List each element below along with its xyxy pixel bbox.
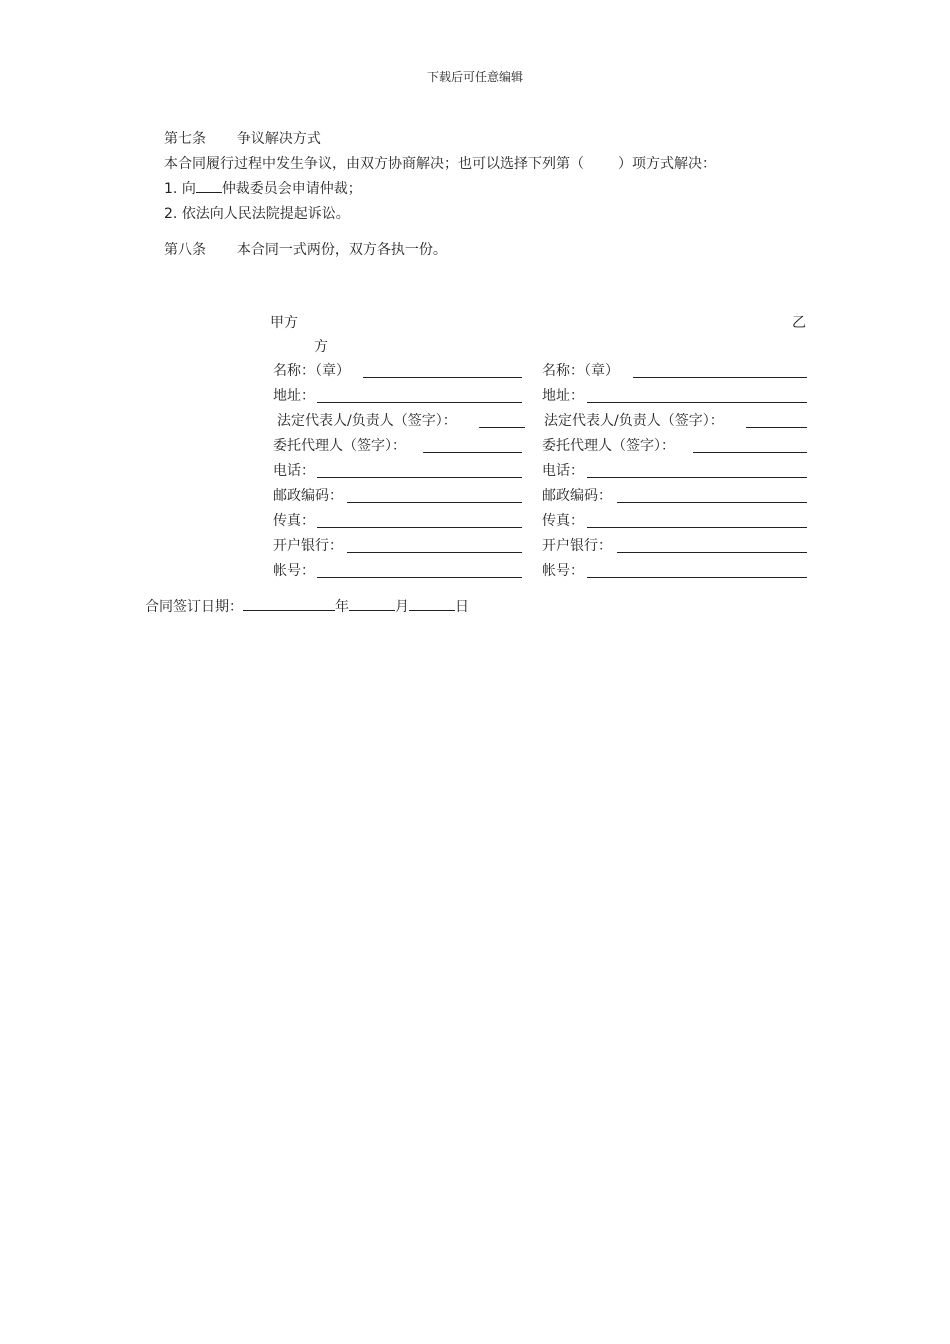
party-a-account-row bbox=[273, 560, 523, 580]
party-a-bank-row bbox=[273, 535, 523, 555]
party-b-fax-label: 传真： bbox=[542, 513, 584, 529]
article-7-item-1 bbox=[164, 178, 362, 198]
party-a-legal-rep-label: 法定代表人/负责人（签字）： bbox=[277, 413, 457, 429]
party-a-name-field[interactable] bbox=[363, 376, 522, 378]
party-b-legal-rep-row bbox=[544, 410, 808, 430]
party-b-fax-field[interactable] bbox=[587, 526, 807, 528]
party-a-address-label: 地址： bbox=[273, 388, 315, 404]
article-8-number: 第八条 bbox=[164, 242, 206, 258]
party-b-account-label: 帐号： bbox=[542, 563, 584, 579]
party-b-phone-field[interactable] bbox=[587, 476, 807, 478]
party-a-heading: 甲方 bbox=[270, 315, 298, 331]
party-b-legal-rep-field[interactable] bbox=[746, 426, 807, 428]
article-7-title bbox=[164, 128, 321, 148]
article-8-text: 本合同一式两份，双方各执一份。 bbox=[236, 242, 447, 258]
party-b-account-field[interactable] bbox=[587, 576, 807, 578]
party-b-heading: 乙 bbox=[792, 315, 806, 331]
article-7-heading: 争议解决方式 bbox=[236, 131, 321, 147]
item-1-number: 1. bbox=[164, 181, 178, 197]
signing-date-label: 合同签订日期： bbox=[145, 599, 243, 615]
party-a-phone-field[interactable] bbox=[317, 476, 522, 478]
article-7-number: 第七条 bbox=[164, 131, 206, 147]
party-b-agent-row bbox=[542, 435, 808, 455]
party-b-bank-field[interactable] bbox=[617, 551, 807, 553]
party-b-name-label: 名称：（章） bbox=[542, 363, 619, 379]
party-b-name-row bbox=[542, 360, 808, 380]
party-a-phone-row bbox=[273, 460, 523, 480]
party-b-postal-label: 邮政编码： bbox=[542, 488, 612, 504]
item-2-number: 2. bbox=[164, 206, 178, 222]
party-a-legal-rep-row bbox=[277, 410, 527, 430]
party-a-fax-row bbox=[273, 510, 523, 530]
signing-year-label: 年 bbox=[335, 599, 349, 615]
party-a-account-label: 帐号： bbox=[273, 563, 315, 579]
party-a-postal-row bbox=[273, 485, 523, 505]
party-b-agent-field[interactable] bbox=[693, 451, 807, 453]
party-b-postal-field[interactable] bbox=[617, 501, 807, 503]
signing-day-label: 日 bbox=[455, 599, 469, 615]
party-b-address-label: 地址： bbox=[542, 388, 584, 404]
party-a-postal-label: 邮政编码： bbox=[273, 488, 343, 504]
arbitration-blank[interactable] bbox=[196, 178, 222, 193]
party-b-phone-label: 电话： bbox=[542, 463, 584, 479]
party-a-agent-row bbox=[273, 435, 523, 455]
party-b-account-row bbox=[542, 560, 808, 580]
signing-month-label: 月 bbox=[395, 599, 409, 615]
party-a-bank-label: 开户银行： bbox=[273, 538, 343, 554]
party-a-agent-field[interactable] bbox=[423, 451, 522, 453]
signing-month-field[interactable] bbox=[349, 596, 395, 611]
item-1-pre: 向 bbox=[181, 181, 196, 197]
party-b-agent-label: 委托代理人（签字）： bbox=[542, 438, 675, 454]
party-a-heading-cont: 方 bbox=[314, 339, 328, 355]
party-a-account-field[interactable] bbox=[317, 576, 522, 578]
party-a-fax-label: 传真： bbox=[273, 513, 315, 529]
party-b-bank-label: 开户银行： bbox=[542, 538, 612, 554]
party-a-legal-rep-field[interactable] bbox=[479, 426, 525, 428]
article-8 bbox=[164, 239, 447, 259]
party-a-fax-field[interactable] bbox=[317, 526, 522, 528]
party-b-fax-row bbox=[542, 510, 808, 530]
item-2-text: 依法向人民法院提起诉讼。 bbox=[181, 206, 350, 222]
party-b-bank-row bbox=[542, 535, 808, 555]
party-b-legal-rep-label: 法定代表人/负责人（签字）： bbox=[544, 413, 724, 429]
party-a-address-row bbox=[273, 385, 523, 405]
party-a-agent-label: 委托代理人（签字）： bbox=[273, 438, 406, 454]
party-a-bank-field[interactable] bbox=[347, 551, 522, 553]
article-7-body-post: ）项方式解决： bbox=[618, 156, 716, 172]
party-b-name-field[interactable] bbox=[633, 376, 807, 378]
party-a-address-field[interactable] bbox=[317, 401, 522, 403]
signing-date-row bbox=[145, 596, 469, 616]
party-b-address-row bbox=[542, 385, 808, 405]
article-7-body-pre: 本合同履行过程中发生争议，由双方协商解决；也可以选择下列第（ bbox=[164, 156, 584, 172]
item-1-post: 仲裁委员会申请仲裁； bbox=[221, 181, 362, 197]
party-a-phone-label: 电话： bbox=[273, 463, 315, 479]
signing-day-field[interactable] bbox=[409, 596, 455, 611]
article-7-body bbox=[164, 153, 716, 173]
party-b-phone-row bbox=[542, 460, 808, 480]
article-7-item-2 bbox=[164, 203, 350, 223]
party-a-name-row bbox=[273, 360, 523, 380]
signing-year-field[interactable] bbox=[243, 596, 335, 611]
party-a-name-label: 名称：（章） bbox=[273, 363, 350, 379]
party-b-address-field[interactable] bbox=[587, 401, 807, 403]
party-a-postal-field[interactable] bbox=[347, 501, 522, 503]
page-header: 下载后可任意编辑 bbox=[426, 70, 523, 84]
party-b-postal-row bbox=[542, 485, 808, 505]
